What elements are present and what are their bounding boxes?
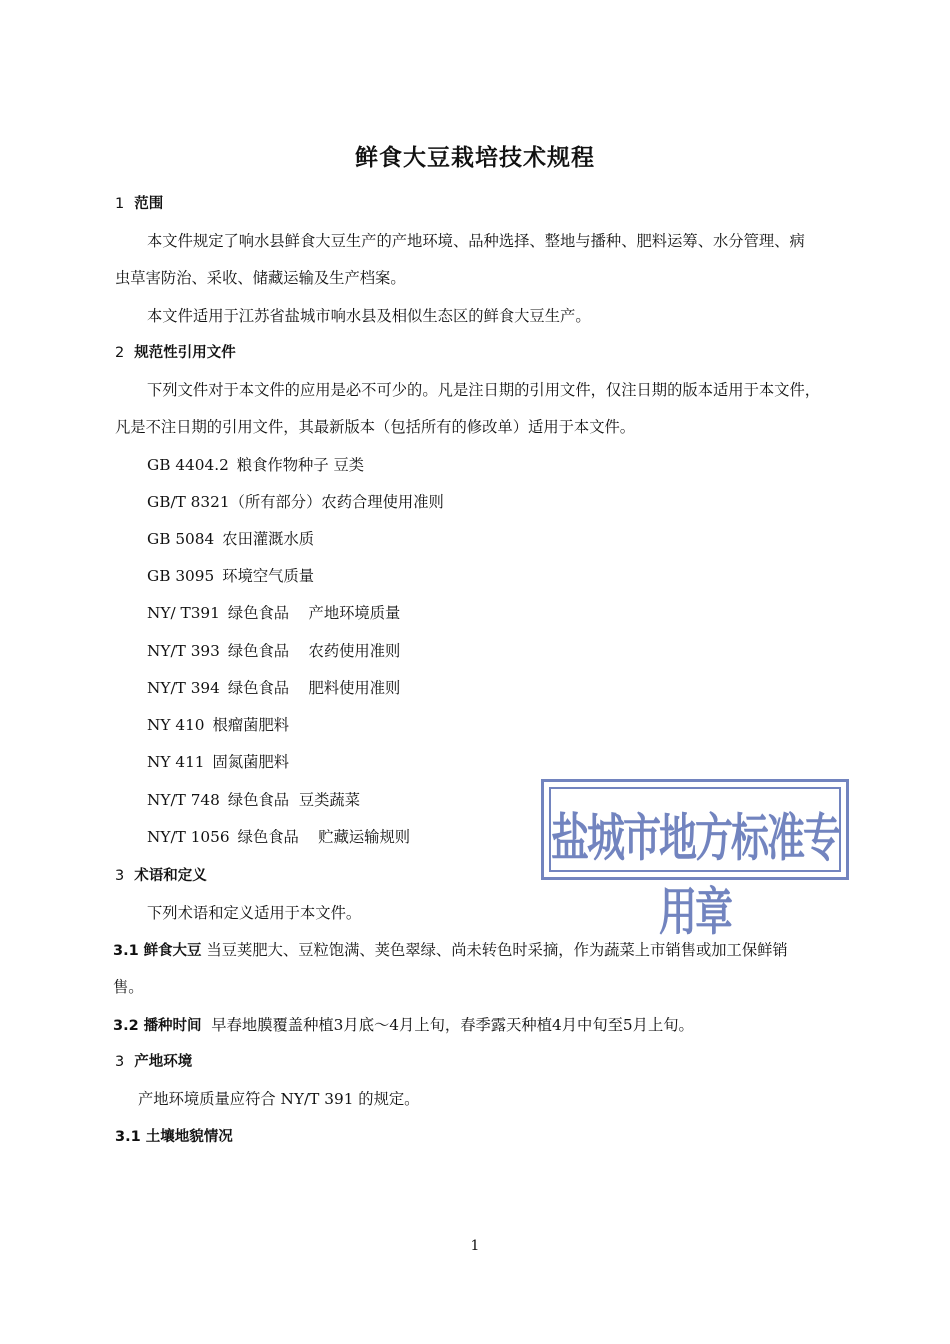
reference-name: 绿色食品 产地环境质量 — [227, 604, 401, 622]
reference-item — [147, 713, 289, 735]
reference-name: 粮食作物种子 豆类 — [236, 456, 365, 474]
subsection-heading: 3.1 土壤地貌情况 — [115, 1129, 233, 1145]
reference-item — [147, 601, 400, 623]
page-number: 1 — [470, 1238, 480, 1254]
reference-name: 农药合理使用准则 — [321, 493, 444, 511]
term-3-1 — [113, 938, 788, 960]
term-label: 播种时间 — [143, 1018, 202, 1034]
section-2-heading — [115, 341, 236, 362]
reference-code: NY/T 394 — [147, 679, 220, 697]
reference-item — [147, 527, 314, 549]
reference-name: 根瘤菌肥料 — [212, 716, 290, 734]
reference-name: 农田灌溉水质 — [222, 530, 315, 548]
section-number: 2 — [115, 345, 125, 361]
reference-code: GB 5084 — [147, 530, 215, 548]
reference-name: 固氮菌肥料 — [212, 753, 290, 771]
section-number: 1 — [115, 196, 125, 212]
reference-item — [147, 788, 360, 810]
reference-item — [147, 825, 410, 847]
reference-name: 环境空气质量 — [222, 567, 315, 585]
reference-item — [147, 639, 400, 661]
reference-code: GB 4404.2 — [147, 456, 229, 474]
section-title: 规范性引用文件 — [134, 345, 236, 361]
reference-name: 绿色食品 豆类蔬菜 — [227, 791, 361, 809]
reference-item — [147, 564, 314, 586]
reference-item — [147, 750, 289, 772]
reference-code: NY 411 — [147, 753, 205, 771]
paragraph-line: 下列术语和定义适用于本文件。 — [147, 904, 362, 922]
paragraph-line: 凡是不注日期的引用文件，其最新版本（包括所有的修改单）适用于本文件。 — [115, 418, 636, 436]
section-title: 术语和定义 — [134, 868, 207, 884]
reference-name: 绿色食品 农药使用准则 — [227, 642, 401, 660]
paragraph-line: 虫草害防治、采收、储藏运输及生产档案。 — [115, 269, 406, 287]
stamp-text: 盐城市地方标准专用章 — [550, 808, 839, 942]
section-number: 3 — [115, 868, 125, 884]
section-title: 产地环境 — [134, 1054, 193, 1070]
reference-item — [147, 453, 364, 475]
section-number: 3 — [115, 1054, 125, 1070]
reference-item — [147, 490, 444, 512]
paragraph-line: 售。 — [113, 978, 144, 996]
reference-code: GB 3095 — [147, 567, 215, 585]
section-title: 范围 — [134, 196, 164, 212]
section-environment-heading — [115, 1050, 192, 1071]
term-definition: 当豆荚肥大、豆粒饱满、荚色翠绿、尚未转色时采摘，作为蔬菜上市销售或加工保鲜销 — [206, 941, 788, 959]
reference-code: NY/ T391 — [147, 604, 220, 622]
reference-name: 绿色食品 贮藏运输规则 — [237, 828, 411, 846]
reference-code: NY 410 — [147, 716, 205, 734]
reference-code: GB/T 8321（所有部分） — [147, 493, 322, 511]
paragraph-line: 本文件适用于江苏省盐城市响水县及相似生态区的鲜食大豆生产。 — [147, 307, 591, 325]
term-number: 3.2 — [113, 1018, 139, 1034]
paragraph-line: 产地环境质量应符合 NY/T 391 的规定。 — [138, 1090, 420, 1108]
reference-code: NY/T 393 — [147, 642, 220, 660]
term-label: 鲜食大豆 — [143, 943, 202, 959]
reference-name: 绿色食品 肥料使用准则 — [227, 679, 401, 697]
section-1-heading — [115, 192, 163, 213]
reference-item — [147, 676, 400, 698]
term-number: 3.1 — [113, 943, 139, 959]
term-definition: 早春地膜覆盖种植3月底～4月上旬，春季露天种植4月中旬至5月上旬。 — [211, 1016, 694, 1034]
official-stamp — [541, 779, 849, 942]
paragraph-line: 本文件规定了响水县鲜食大豆生产的产地环境、品种选择、整地与播种、肥料运筹、水分管理、病 — [147, 232, 805, 250]
section-3-heading — [115, 864, 207, 885]
paragraph-line: 下列文件对于本文件的应用是必不可少的。凡是注日期的引用文件，仅注日期的版本适用于本文件， — [147, 381, 821, 399]
reference-code: NY/T 1056 — [147, 828, 230, 846]
reference-code: NY/T 748 — [147, 791, 220, 809]
document-title: 鲜食大豆栽培技术规程 — [355, 145, 595, 171]
term-3-2 — [113, 1013, 694, 1035]
